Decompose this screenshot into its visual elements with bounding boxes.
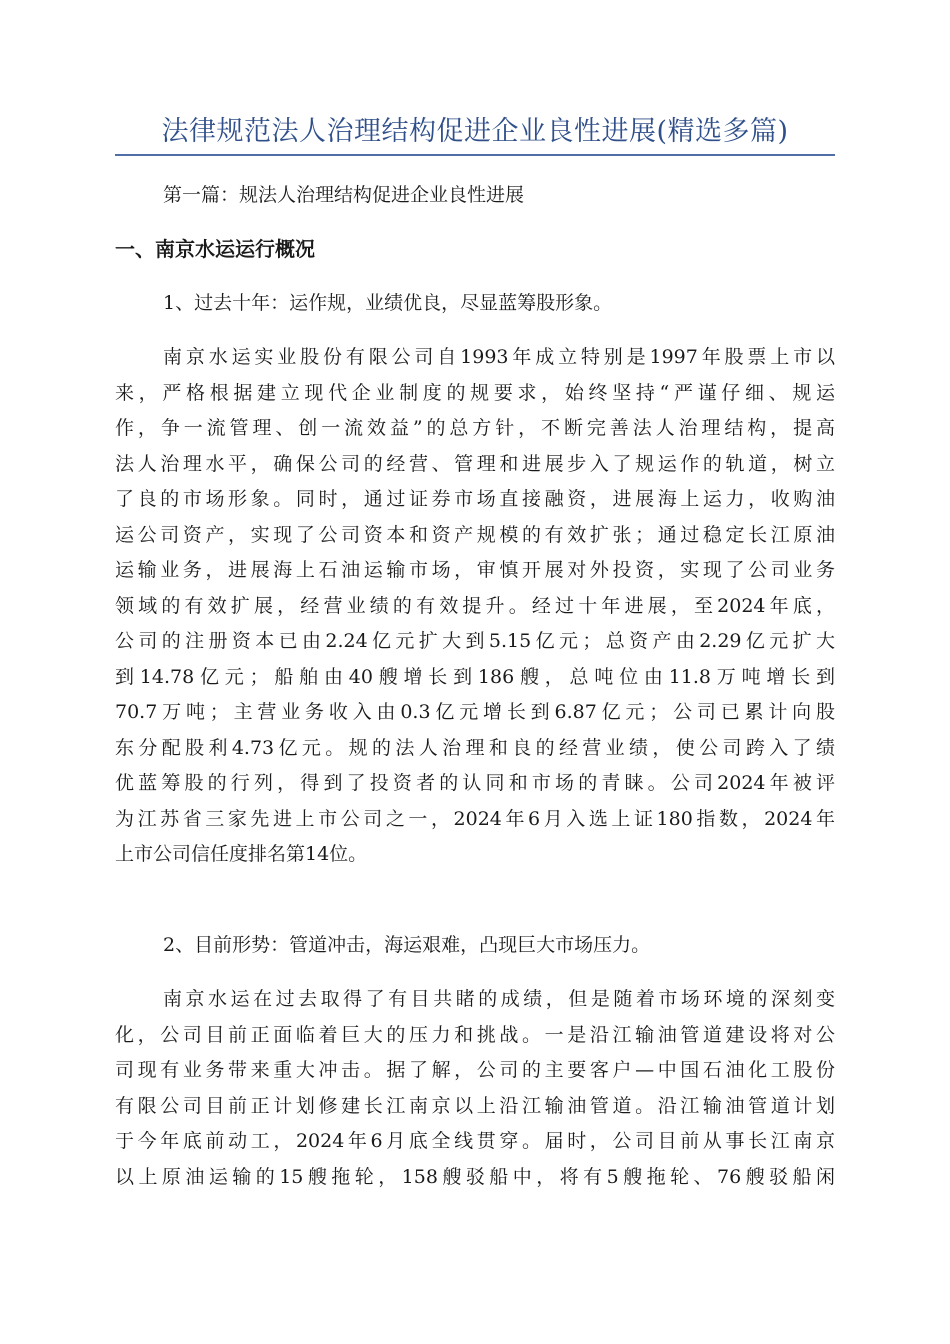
- title-block: [115, 112, 835, 156]
- paragraph-line: 上市公司信任度排名第14位。: [115, 843, 368, 865]
- paragraph-line: 优蓝筹股的行列，得到了投资者的认同和市场的青睐。公司2024年被评: [115, 772, 835, 794]
- paragraph-line: 南京水运在过去取得了有目共睹的成绩，但是随着市场环境的深刻变: [163, 988, 835, 1010]
- paragraph-line: 于今年底前动工，2024年6月底全线贯穿。届时，公司目前从事长江南京: [115, 1130, 835, 1152]
- paragraph-line: 领域的有效扩展，经营业绩的有效提升。经过十年进展，至2024年底，: [115, 594, 835, 617]
- paragraph-line: 化，公司目前正面临着巨大的压力和挑战。一是沿江输油管道建设将对公: [115, 1023, 835, 1046]
- paragraph-line: 作，争一流管理、创一流效益”的总方针，不断完善法人治理结构，提高: [115, 417, 835, 439]
- document-subtitle: 第一篇：规法人治理结构促进企业良性进展: [163, 184, 525, 206]
- paragraph-2: [115, 982, 835, 1195]
- document-title: 法律规范法人治理结构促进企业良性进展(精选多篇): [161, 116, 789, 147]
- paragraph-line: 以上原油运输的15艘拖轮，158艘驳船中，将有5艘拖轮、76艘驳船闲: [115, 1165, 835, 1188]
- paragraph-line: 到14.78亿元；船舶由40艘增长到186艘，总吨位由11.8万吨增长到: [115, 665, 835, 688]
- section-heading: 一、南京水运运行概况: [115, 237, 315, 261]
- paragraph-line: 70.7万吨；主营业务收入由0.3亿元增长到6.87亿元；公司已累计向股: [115, 701, 835, 723]
- paragraph-line: 司现有业务带来重大冲击。据了解，公司的主要客户—中国石油化工股份: [115, 1059, 835, 1081]
- item-heading-1: 1、过去十年：运作规，业绩优良，尽显蓝筹股形象。: [163, 292, 613, 314]
- paragraph-line: 了良的市场形象。同时，通过证券市场直接融资，进展海上运力，收购油: [115, 488, 835, 510]
- paragraph-line: 为江苏省三家先进上市公司之一，2024年6月入选上证180指数，2024年: [115, 807, 835, 830]
- paragraph-line: 东分配股利4.73亿元。规的法人治理和良的经营业绩，使公司跨入了绩: [115, 736, 835, 759]
- paragraph-line: 法人治理水平，确保公司的经营、管理和进展步入了规运作的轨道，树立: [115, 452, 835, 475]
- paragraph-line: 运输业务，进展海上石油运输市场，审慎开展对外投资，实现了公司业务: [115, 559, 835, 581]
- paragraph-line: 南京水运实业股份有限公司自1993年成立特别是1997年股票上市以: [163, 346, 835, 368]
- item-heading-2: 2、目前形势：管道冲击，海运艰难，凸现巨大市场压力。: [163, 934, 651, 956]
- paragraph-line: 运公司资产，实现了公司资本和资产规模的有效扩张；通过稳定长江原油: [115, 523, 835, 546]
- paragraph-line: 有限公司目前正计划修建长江南京以上沿江输油管道。沿江输油管道计划: [115, 1094, 835, 1117]
- paragraph-line: 公司的注册资本已由2.24亿元扩大到5.15亿元；总资产由2.29亿元扩大: [115, 630, 835, 652]
- paragraph-1: [115, 340, 835, 873]
- paragraph-line: 来，严格根据建立现代企业制度的规要求，始终坚持“严谨仔细、规运: [115, 381, 835, 404]
